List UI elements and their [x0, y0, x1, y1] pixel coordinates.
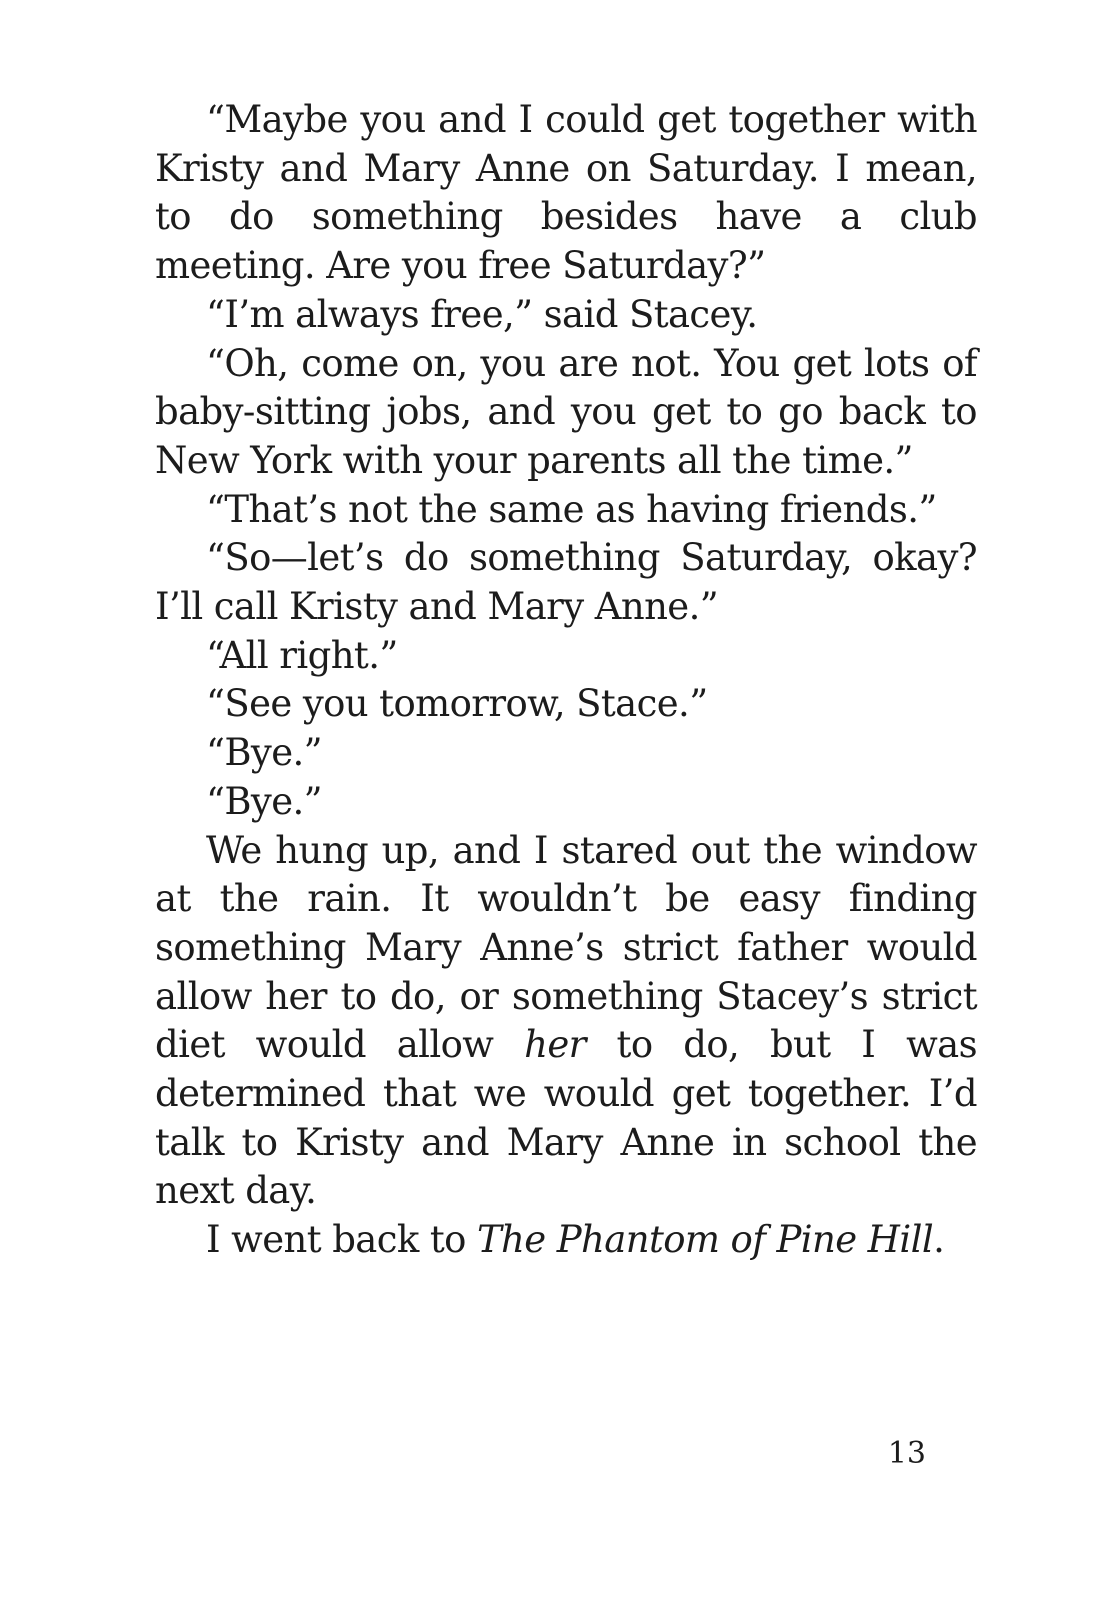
- italic-text: her: [524, 1023, 586, 1067]
- page-number: 13: [887, 1436, 926, 1471]
- paragraph: [155, 827, 977, 1217]
- paragraph: [155, 1216, 977, 1265]
- paragraph: “See you tomorrow, Stace.”: [206, 682, 708, 726]
- paragraph-text: .: [933, 1218, 945, 1262]
- paragraph-text: I went back to: [206, 1218, 477, 1262]
- paragraph: “So—let’s do something Saturday, okay? I’ll call Kristy and Mary Anne.”: [155, 536, 977, 629]
- paragraph: “All right.”: [206, 633, 398, 677]
- paragraph-text: We hung up, and I stared out the window at the rain. It wouldn’t be easy finding something Mary Anne’s strict father would allow her to do, or something Stacey’s strict diet would allow: [155, 828, 977, 1067]
- paragraph: “That’s not the same as having friends.”: [206, 487, 937, 531]
- paragraph-text: to do, but I was determined that we would get together. I’d talk to Kristy and Mary Anne in school the next day.: [155, 1023, 977, 1213]
- paragraph: “Maybe you and I could get together with Kristy and Mary Anne on Saturday. I mean, to do something besides have a club meeting. Are you free Saturday?”: [155, 98, 977, 288]
- body-text: [155, 96, 977, 1265]
- paragraph: “Bye.”: [206, 779, 322, 823]
- paragraph: “Bye.”: [206, 731, 322, 775]
- paragraph: “I’m always free,” said Stacey.: [206, 292, 758, 336]
- book-title: The Phantom of Pine Hill: [476, 1218, 934, 1262]
- paragraph: “Oh, come on, you are not. You get lots of baby-sitting jobs, and you get to go back to New York with your parents all the time.”: [155, 341, 977, 482]
